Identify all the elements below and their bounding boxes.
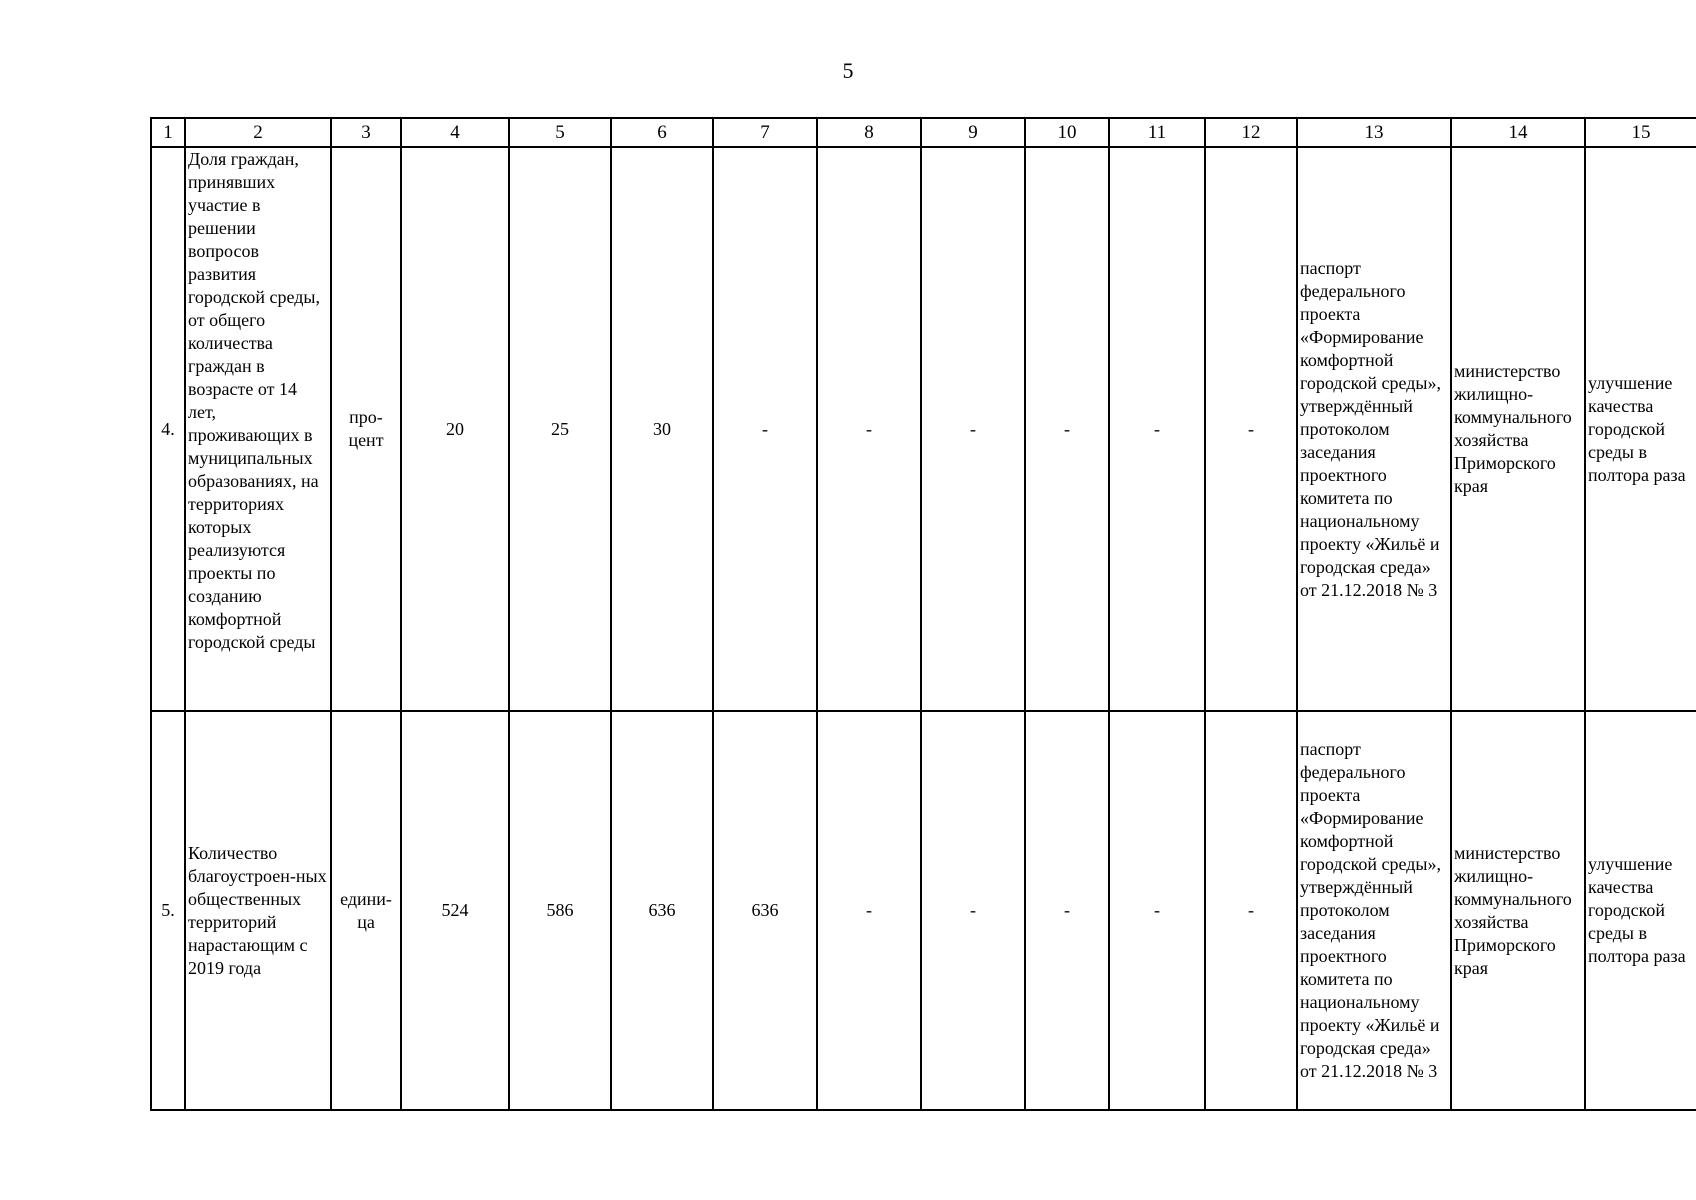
- value-cell: -: [921, 711, 1025, 1110]
- value-cell: -: [1205, 711, 1297, 1110]
- indicator-name: Количество благоустроен-ных общественных территорий нарастающим с 2019 года: [185, 711, 331, 1110]
- value-cell: 30: [611, 147, 713, 711]
- header-cell: 14: [1451, 118, 1585, 147]
- unit-cell: про-цент: [331, 147, 401, 711]
- header-cell: 13: [1297, 118, 1451, 147]
- responsible-cell: министерство жилищно-коммунального хозяйства Приморского края: [1451, 711, 1585, 1110]
- result-cell: улучшение качества городской среды в полтора раза: [1585, 147, 1696, 711]
- value-cell: 636: [713, 711, 817, 1110]
- table-row: [151, 147, 1696, 711]
- source-cell: паспорт федерального проекта «Формирование комфортной городской среды», утверждённый протоколом заседания проектного комитета по национальному проекту «Жильё и городская среда» от 21.12.2018 № 3: [1297, 711, 1451, 1110]
- indicator-name: Доля граждан, принявших участие в решении вопросов развития городской среды, от общего количества граждан в возрасте от 14 лет, проживающих в муниципальных образованиях, на территориях которых реализуются проекты по созданию комфортной городской среды: [185, 147, 331, 711]
- header-cell: 8: [817, 118, 921, 147]
- header-cell: 3: [331, 118, 401, 147]
- header-cell: 9: [921, 118, 1025, 147]
- unit-cell: едини-ца: [331, 711, 401, 1110]
- value-cell: -: [1205, 147, 1297, 711]
- header-cell: 4: [401, 118, 509, 147]
- value-cell: 25: [509, 147, 611, 711]
- indicators-table: [150, 117, 1696, 1111]
- table-row: [151, 711, 1696, 1110]
- header-cell: 5: [509, 118, 611, 147]
- value-cell: 524: [401, 711, 509, 1110]
- page-number: 5: [842, 58, 854, 83]
- value-cell: -: [817, 147, 921, 711]
- header-cell: 12: [1205, 118, 1297, 147]
- value-cell: -: [1025, 147, 1109, 711]
- table-header-row: [151, 118, 1696, 147]
- header-cell: 6: [611, 118, 713, 147]
- header-cell: 15: [1585, 118, 1696, 147]
- value-cell: -: [1109, 711, 1205, 1110]
- value-cell: -: [921, 147, 1025, 711]
- value-cell: -: [713, 147, 817, 711]
- header-cell: 11: [1109, 118, 1205, 147]
- row-number: 4.: [151, 147, 185, 711]
- header-cell: 10: [1025, 118, 1109, 147]
- row-number: 5.: [151, 711, 185, 1110]
- result-cell: улучшение качества городской среды в полтора раза: [1585, 711, 1696, 1110]
- source-cell: паспорт федерального проекта «Формирование комфортной городской среды», утверждённый протоколом заседания проектного комитета по национальному проекту «Жильё и городская среда» от 21.12.2018 № 3: [1297, 147, 1451, 711]
- value-cell: 636: [611, 711, 713, 1110]
- responsible-cell: министерство жилищно-коммунального хозяйства Приморского края: [1451, 147, 1585, 711]
- header-cell: 7: [713, 118, 817, 147]
- value-cell: 20: [401, 147, 509, 711]
- header-cell: 2: [185, 118, 331, 147]
- header-cell: 1: [151, 118, 185, 147]
- value-cell: -: [1109, 147, 1205, 711]
- value-cell: -: [817, 711, 921, 1110]
- value-cell: -: [1025, 711, 1109, 1110]
- value-cell: 586: [509, 711, 611, 1110]
